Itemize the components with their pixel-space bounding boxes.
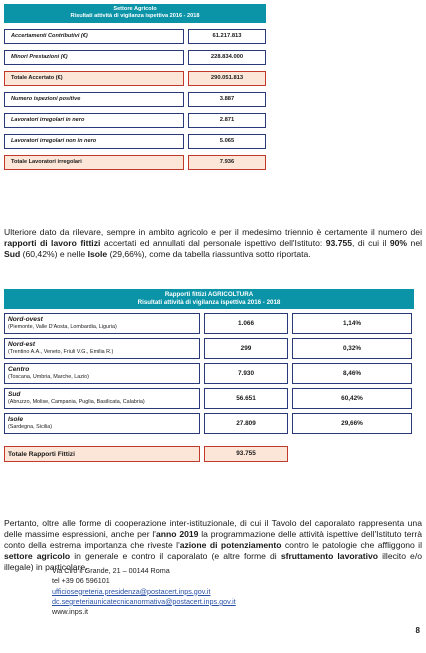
region-name: Nord-est (8, 341, 36, 348)
text-run: Ulteriore dato da rilevare, sempre in ambito agricolo e per il medesimo triennio è certamente il numero dei (4, 227, 422, 237)
row-label: Lavoratori irregolari in nero (4, 113, 184, 128)
count-cell: 1.066 (204, 313, 288, 334)
region-cell (4, 338, 200, 359)
text-run: contro le patologie che affliggono il (281, 540, 423, 550)
text-run: la programmazione delle attività ispettive dell'Istituto terrà conto della estrema importanza che riveste l' (4, 529, 422, 550)
percent-cell: 0,32% (292, 338, 412, 359)
bold-run: 93.755 (325, 238, 353, 248)
region-detail: (Abruzzo, Molise, Campania, Puglia, Basilicata, Calabria) (8, 399, 145, 405)
row-label: Accertamenti Contributivi (€) (4, 29, 184, 44)
paragraph-2019-programming (4, 518, 422, 573)
bold-run: azione di potenziamento (179, 540, 282, 550)
region-name: Nord-ovest (8, 316, 43, 323)
total-label: Totale Rapporti Fittizi (4, 446, 200, 462)
bold-run: rapporti di lavoro fittizi (4, 238, 101, 248)
text-run: in generale e contro il caporalato (e altre forme di (70, 551, 281, 561)
website-link[interactable]: www.inps.it (52, 607, 88, 617)
region-cell (4, 413, 200, 434)
region-name: Isole (8, 416, 24, 423)
table-row (4, 313, 414, 334)
bold-run: anno 2019 (155, 529, 199, 539)
row-label: Minori Prestazioni (€) (4, 50, 184, 65)
region-detail: (Sardegna, Sicilia) (8, 424, 53, 430)
table-header (4, 4, 266, 23)
percent-cell: 60,42% (292, 388, 412, 409)
footer-contacts (52, 566, 236, 617)
count-cell: 7.930 (204, 363, 288, 384)
total-row (4, 71, 266, 86)
table-row (4, 413, 414, 434)
region-cell (4, 363, 200, 384)
text-run: accertati ed annullati dal personale ispettivo dell'Istituto: (100, 238, 326, 248)
paragraph-fictitious-contracts (4, 227, 422, 260)
row-value: 61.217.813 (188, 29, 266, 44)
agricultural-sector-table (4, 4, 266, 170)
row-value: 290.051.813 (188, 71, 266, 86)
count-cell: 299 (204, 338, 288, 359)
total-row (4, 155, 266, 170)
table-title: Settore Agricolo (113, 6, 157, 12)
region-detail: (Trentino A.A., Veneto, Friuli V.G., Emilia R.) (8, 349, 114, 355)
total-value: 93.755 (204, 446, 288, 462)
region-cell (4, 313, 200, 334)
text-run: (29,66%), come da tabella riassuntiva sotto riportata. (107, 249, 311, 259)
row-label: Totale Lavoratori irregolari (4, 155, 184, 170)
percent-cell: 1,14% (292, 313, 412, 334)
text-run: illecito e/o illegale) in particolare. (4, 551, 422, 572)
total-row (4, 446, 414, 462)
text-run: (60,42%) e nelle (20, 249, 88, 259)
table-row (4, 134, 266, 149)
row-value: 7.936 (188, 155, 266, 170)
row-value: 2.871 (188, 113, 266, 128)
bold-run: Isole (87, 249, 108, 259)
row-label: Lavoratori irregolari non in nero (4, 134, 184, 149)
region-detail: (Toscana, Umbria, Marche, Lazio) (8, 374, 89, 380)
percent-cell: 8,46% (292, 363, 412, 384)
table-subtitle: Risultati attività di vigilanza ispettiva 2016 - 2018 (137, 298, 281, 306)
table-title: Rapporti fittizi AGRICOLTURA (164, 291, 254, 298)
text-run: Pertanto, oltre alle forme di cooperazione inter-istituzionale, di cui il Tavolo del caporalato rappresenta una delle massime espressioni, anche per l' (4, 518, 422, 539)
phone: tel +39 06 596101 (52, 576, 110, 586)
bold-run: 90% (389, 238, 408, 248)
row-value: 3.887 (188, 92, 266, 107)
table-row (4, 92, 266, 107)
region-detail: (Piemonte, Valle D'Aosta, Lombardia, Liguria) (8, 324, 117, 330)
page-number: 8 (415, 626, 420, 635)
text-run: , di cui il (352, 238, 390, 248)
table-row (4, 338, 414, 359)
email-link-segreteria[interactable]: dc.segreteriaunicatecnicanormativa@postacert.inps.gov.it (52, 596, 236, 606)
percent-cell: 29,66% (292, 413, 412, 434)
bold-run: settore agricolo (4, 551, 71, 561)
table-header (4, 289, 414, 309)
bold-run: sfruttamento lavorativo (280, 551, 379, 561)
text-run: nel (407, 238, 423, 248)
table-row (4, 388, 414, 409)
row-label: Numero ispezioni positive (4, 92, 184, 107)
region-name: Sud (8, 391, 21, 398)
fictitious-contracts-table (4, 289, 414, 462)
row-value: 5.065 (188, 134, 266, 149)
table-row (4, 113, 266, 128)
count-cell: 27.809 (204, 413, 288, 434)
table-subtitle: Risultati attività di vigilanza ispettiva 2016 - 2018 (70, 13, 200, 19)
email-link-presidenza[interactable]: ufficiosegreteria.presidenza@postacert.inps.gov.it (52, 586, 211, 596)
table-row (4, 50, 266, 65)
bold-run: Sud (4, 249, 21, 259)
address: Via Ciro il Grande, 21 – 00144 Roma (52, 566, 170, 575)
row-label: Totale Accertato (€) (4, 71, 184, 86)
region-cell (4, 388, 200, 409)
region-name: Centro (8, 366, 30, 373)
table-row (4, 363, 414, 384)
row-value: 228.834.000 (188, 50, 266, 65)
table-row (4, 29, 266, 44)
count-cell: 56.651 (204, 388, 288, 409)
empty-cell (292, 446, 412, 462)
